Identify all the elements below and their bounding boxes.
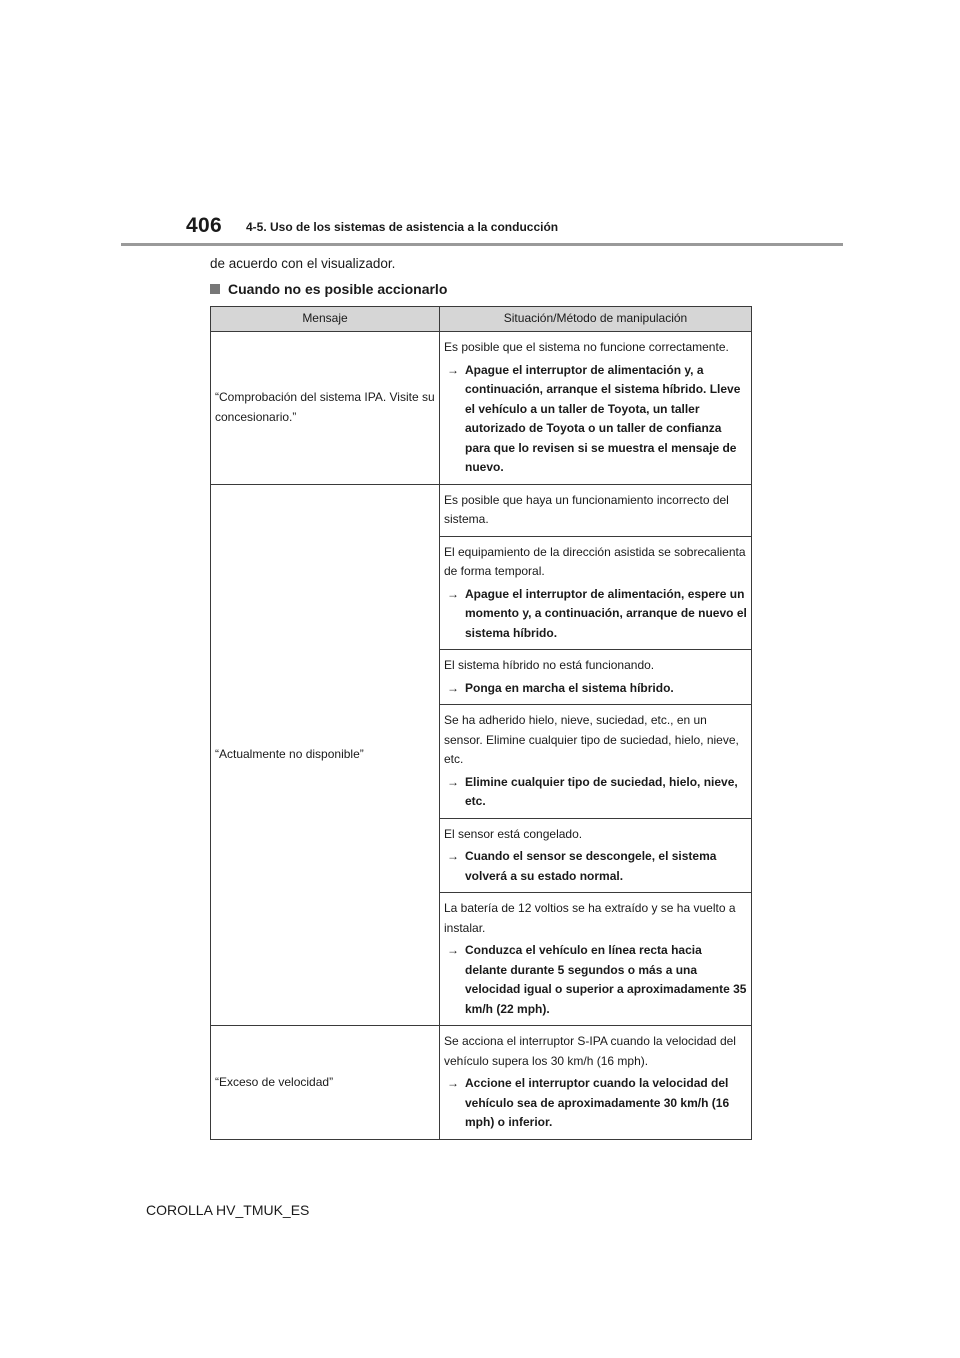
message-cell: “Exceso de velocidad”: [211, 1026, 440, 1140]
arrow-right-icon: →: [447, 362, 459, 377]
page-number: 406: [186, 214, 222, 237]
action-text: Elimine cualquier tipo de suciedad, hielo, nieve, etc.: [465, 774, 738, 808]
situation-action: [444, 941, 747, 1019]
arrow-right-icon: →: [447, 943, 459, 957]
section-header-title: 4-5. Uso de los sistemas de asistencia a la conducción: [246, 220, 559, 234]
action-text: Cuando el sensor se descongele, el sistema volverá a su estado normal.: [465, 849, 717, 883]
document-code: COROLLA HV_TMUK_ES: [146, 1202, 310, 1218]
message-table: [210, 306, 752, 1140]
section-heading: [210, 281, 447, 297]
action-text: Apague el interruptor de alimentación y, a continuación, arranque el sistema híbrido. Lleve el vehículo a un taller de Toyota, un taller autorizado de Toyota o un taller de confianza para que lo revisen si se muestra el mensaje de nuevo.: [465, 362, 741, 474]
situation-cell: [440, 536, 752, 650]
table-row: [211, 484, 752, 536]
situation-action: [444, 773, 747, 812]
situation-description: Es posible que el sistema no funcione correctamente.: [444, 340, 729, 354]
situation-action: [444, 847, 747, 886]
action-text: Conduzca el vehículo en línea recta hacia delante durante 5 segundos o más a una velocidad igual o superior a aproximadamente 35 km/h (22 mph).: [465, 943, 747, 1016]
message-cell: “Comprobación del sistema IPA. Visite su concesionario.”: [211, 332, 440, 485]
column-header-situation: Situación/Método de manipulación: [440, 307, 752, 332]
arrow-right-icon: →: [447, 1076, 459, 1090]
square-bullet-icon: [210, 284, 220, 294]
situation-cell: [440, 484, 752, 536]
situation-description: Es posible que haya un funcionamiento incorrecto del sistema.: [444, 492, 729, 526]
situation-cell: [440, 818, 752, 893]
arrow-right-icon: →: [447, 774, 459, 789]
table-row: [211, 1026, 752, 1140]
table-row: [211, 332, 752, 485]
situation-action: [444, 585, 747, 644]
arrow-right-icon: →: [447, 849, 459, 863]
situation-description: La batería de 12 voltios se ha extraído y se ha vuelto a instalar.: [444, 901, 736, 935]
situation-cell: [440, 332, 752, 485]
arrow-right-icon: →: [447, 680, 459, 695]
situation-description: Se ha adherido hielo, nieve, suciedad, etc., en un sensor. Elimine cualquier tipo de suciedad, hielo, nieve, etc.: [444, 713, 739, 766]
section-heading-text: Cuando no es posible accionarlo: [228, 281, 448, 297]
action-text: Ponga en marcha el sistema híbrido.: [465, 680, 674, 695]
arrow-right-icon: →: [447, 586, 459, 601]
message-cell: “Actualmente no disponible”: [211, 484, 440, 1026]
situation-cell: [440, 650, 752, 705]
situation-description: Se acciona el interruptor S-IPA cuando la velocidad del vehículo supera los 30 km/h (16 mph).: [444, 1034, 736, 1068]
situation-action: [444, 1074, 747, 1133]
intro-text: de acuerdo con el visualizador.: [210, 256, 396, 271]
situation-cell: [440, 893, 752, 1026]
situation-description: El sistema híbrido no está funcionando.: [444, 658, 655, 672]
column-header-message: Mensaje: [211, 307, 440, 332]
situation-cell: [440, 1026, 752, 1140]
action-text: Apague el interruptor de alimentación, espere un momento y, a continuación, arranque de nuevo el sistema híbrido.: [465, 586, 747, 640]
situation-action: [444, 679, 747, 699]
action-text: Accione el interruptor cuando la velocidad del vehículo sea de aproximadamente 30 km/h (16 mph) o inferior.: [465, 1076, 730, 1129]
header-divider: [121, 243, 843, 246]
table-body: [211, 332, 752, 1140]
situation-cell: [440, 705, 752, 819]
situation-description: El sensor está congelado.: [444, 826, 583, 841]
table-header-row: [211, 307, 752, 332]
situation-action: [444, 361, 747, 478]
situation-description: El equipamiento de la dirección asistida se sobrecalienta de forma temporal.: [444, 544, 746, 578]
